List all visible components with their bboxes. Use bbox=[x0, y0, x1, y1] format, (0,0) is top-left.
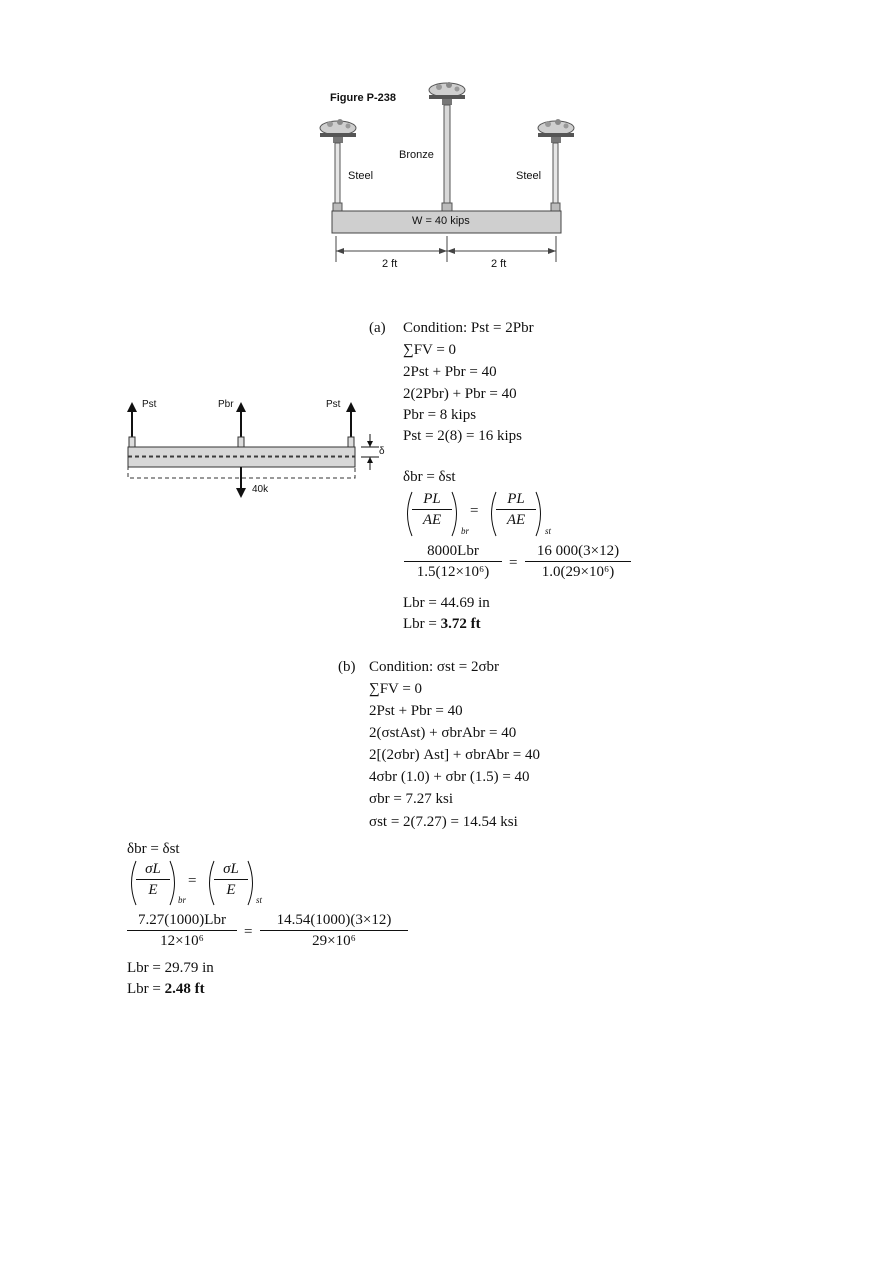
part-a-line-1: Condition: Pst = 2Pbr bbox=[403, 320, 534, 336]
part-b-compat-right: $\frac{\sigma L}{E}$ bbox=[214, 861, 248, 899]
part-a-compat-eq: = bbox=[470, 503, 479, 519]
part-b-deform-eq: δbr = δst bbox=[127, 841, 180, 857]
support-left-icon bbox=[320, 119, 356, 143]
label-p-st-right: Pst bbox=[326, 399, 341, 410]
part-b-line-8: σst = 2(7.27) = 14.54 ksi bbox=[369, 814, 518, 830]
part-a-line-6: Pst = 2(8) = 16 kips bbox=[403, 428, 523, 444]
part-b-label: (b) bbox=[338, 659, 356, 675]
part-b-result-1: Lbr = 29.79 in bbox=[127, 960, 214, 976]
part-a-line-5: Pbr = 8 kips bbox=[403, 407, 477, 423]
part-a-label: (a) bbox=[369, 320, 386, 336]
part-a-line-2: ∑FV = 0 bbox=[403, 342, 457, 358]
support-center-icon bbox=[429, 82, 465, 105]
part-a-compat-right: $\frac{PL}{AE}$ bbox=[496, 491, 536, 529]
part-a-compat-left: $\frac{PL}{AE}$ bbox=[412, 491, 452, 529]
label-dim-left: 2 ft bbox=[382, 258, 398, 270]
part-b-frac-left: 7.27(1000)Lbr 12×10⁶ bbox=[127, 912, 237, 950]
part-a-result-2: Lbr = 3.72 ft bbox=[403, 616, 481, 632]
part-a-line-4: 2(2Pbr) + Pbr = 40 bbox=[403, 386, 517, 402]
part-b-line-6: 4σbr (1.0) + σbr (1.5) = 40 bbox=[369, 769, 530, 785]
part-b-result-2: Lbr = 2.48 ft bbox=[127, 981, 205, 997]
figure-p238-drawing bbox=[300, 78, 600, 278]
label-delta: δ bbox=[379, 446, 385, 457]
part-a-sub-st: st bbox=[545, 526, 552, 536]
part-b-frac-right: $\frac{14.54(1000)(3\times 12)}{\text{29×10⁶}}$ bbox=[260, 912, 408, 950]
part-b-line-1: Condition: σst = 2σbr bbox=[369, 659, 500, 675]
label-p-br: Pbr bbox=[218, 399, 234, 410]
figure-title: Figure P-238 bbox=[330, 92, 397, 104]
part-b-sub-br: br bbox=[178, 895, 187, 905]
part-a-sub-br: br bbox=[461, 526, 470, 536]
steel-rod-left bbox=[335, 143, 340, 205]
steel-rod-right bbox=[553, 143, 558, 205]
part-b-line-7: σbr = 7.27 ksi bbox=[369, 791, 454, 807]
part-b-line-2: ∑FV = 0 bbox=[369, 681, 423, 697]
part-a-frac-eq: = bbox=[509, 555, 518, 571]
figure-p238 bbox=[300, 78, 600, 278]
bronze-rod bbox=[444, 105, 450, 205]
label-beam-load: W = 40 kips bbox=[412, 215, 470, 227]
support-right-icon bbox=[538, 119, 574, 143]
part-b-line-5: 2[(2σbr) Ast] + σbrAbr = 40 bbox=[369, 747, 540, 763]
part-b-frac-eq: = bbox=[244, 924, 253, 940]
part-a-result-1: Lbr = 44.69 in bbox=[403, 595, 490, 611]
part-a-frac-left: 8000Lbr 1.5(12×10⁶) bbox=[404, 543, 502, 581]
part-a-line-3: 2Pst + Pbr = 40 bbox=[403, 364, 497, 380]
label-steel-right: Steel bbox=[516, 170, 542, 182]
part-b-line-3: 2Pst + Pbr = 40 bbox=[369, 703, 463, 719]
free-body-diagram bbox=[120, 392, 395, 502]
part-a-deform-eq: δbr = δst bbox=[403, 469, 456, 485]
label-load: 40k bbox=[252, 484, 269, 495]
label-dim-right: 2 ft bbox=[491, 258, 507, 270]
part-b-compat-left: $\frac{\sigma L}{E}$ bbox=[136, 861, 170, 899]
part-a-frac-right: $\frac{16 000(3\times 12)}{\text{1.0(29×10⁶)}}$ bbox=[525, 543, 631, 581]
part-b-sub-st: st bbox=[256, 895, 263, 905]
part-b-line-4: 2(σstAst) + σbrAbr = 40 bbox=[369, 725, 517, 741]
part-b-compat-eq: = bbox=[188, 873, 197, 889]
label-p-st-left: Pst bbox=[142, 399, 157, 410]
label-steel-left: Steel bbox=[348, 170, 374, 182]
label-bronze: Bronze bbox=[399, 149, 434, 161]
